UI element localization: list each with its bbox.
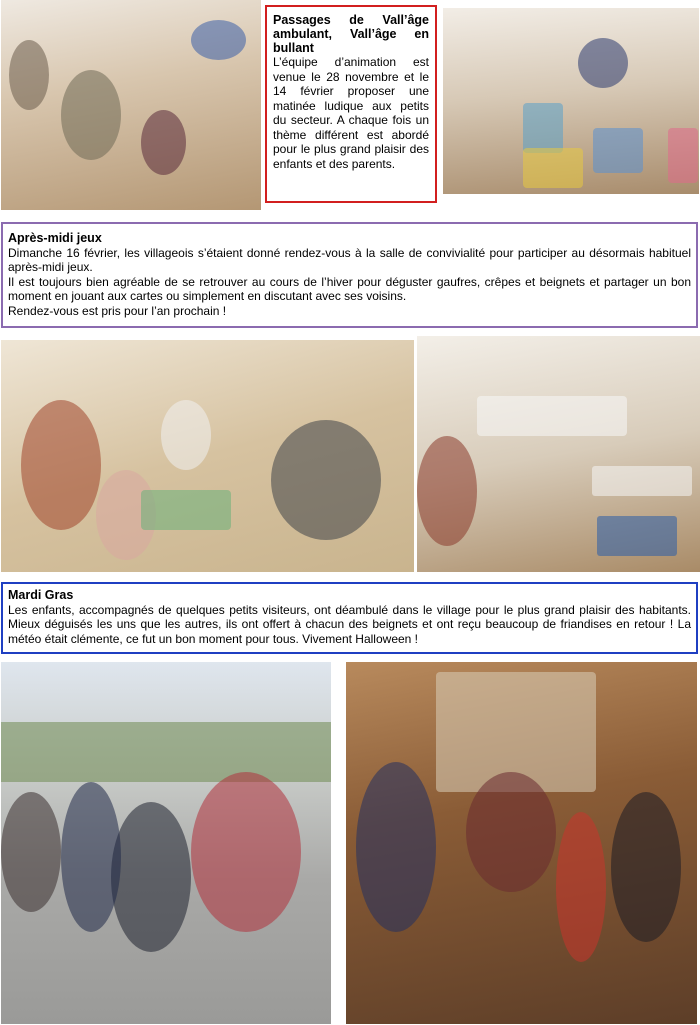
photo-children-playing-wood-discs	[1, 0, 261, 210]
apres-midi-article	[1, 222, 698, 328]
photo-costumed-children-street	[1, 662, 331, 1024]
passages-body: L’équipe d’animation est venue le 28 novembre et le 14 février proposer une matinée ludique aux petits du secteur. A chaque fois un thème différent est abordé pour le plus grand plaisir des enfants et des parents.	[273, 55, 429, 171]
apres-midi-paragraph-2: Il est toujours bien agréable de se retrouver au cours de l’hiver pour déguster gaufres, crêpes et beignets et partager un bon moment en jouant aux cartes ou simplement en discutant avec ses voisins.	[8, 274, 691, 303]
passages-article	[265, 5, 437, 203]
mardi-gras-body: Les enfants, accompagnés de quelques petits visiteurs, ont déambulé dans le village pour le plus grand plaisir des habitants. Mieux déguisés les uns que les autres, ils ont offert à chacun des beignets et ont reçu beaucoup de friandises en retour ! La météo était clémente, ce fut un bon moment pour tous. Vivement Halloween !	[8, 602, 691, 646]
photo-villagers-hall	[417, 336, 700, 572]
mardi-gras-article	[1, 582, 698, 654]
photo-board-game-table	[1, 340, 414, 572]
mardi-gras-title: Mardi Gras	[8, 588, 74, 602]
apres-midi-paragraph-3: Rendez-vous est pris pour l’an prochain !	[8, 303, 227, 318]
photo-playroom-mats	[443, 8, 699, 194]
apres-midi-title: Après-midi jeux	[8, 231, 102, 245]
apres-midi-paragraph-1: Dimanche 16 février, les villageois s’étaient donné rendez-vous à la salle de convivialité pour participer au désormais habituel après-midi jeux.	[8, 245, 691, 274]
passages-title: Passages de Vall’âge ambulant, Vall’âge en bullant	[273, 13, 429, 55]
photo-costumed-children-elders	[346, 662, 697, 1024]
